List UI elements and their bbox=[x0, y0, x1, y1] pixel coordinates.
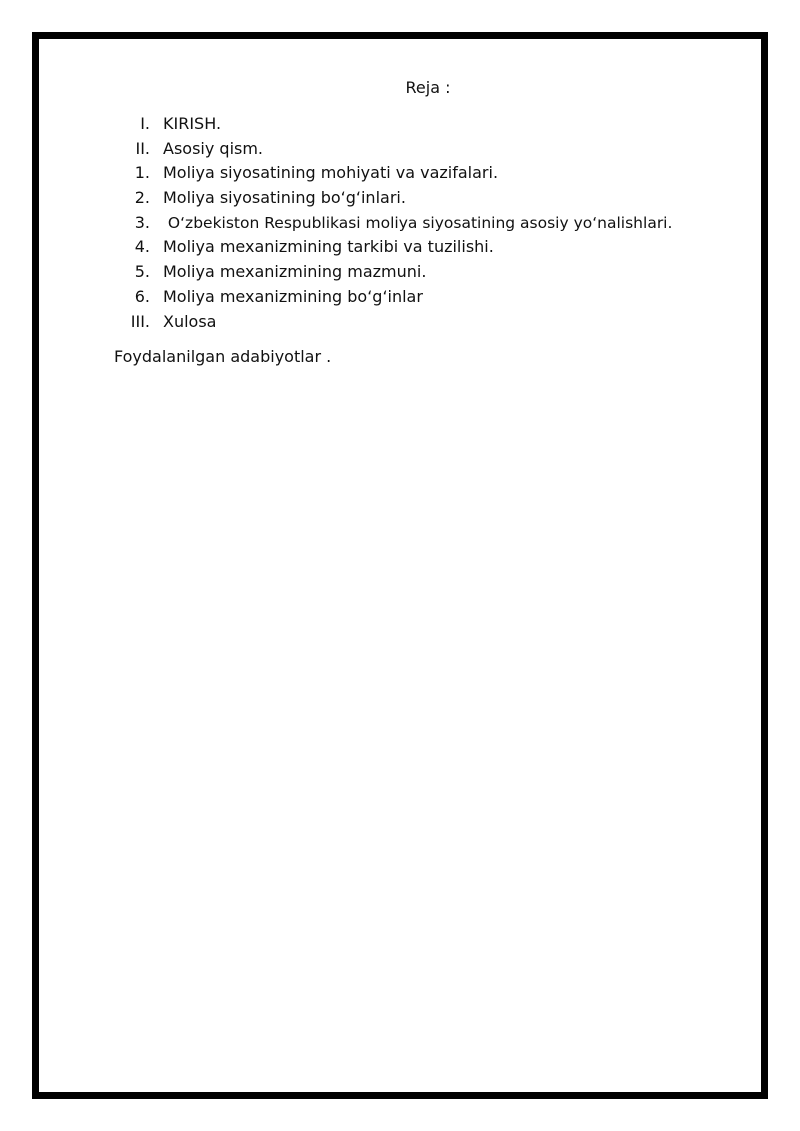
list-marker: II. bbox=[135, 139, 150, 158]
list-text: Moliya siyosatining mohiyati va vazifalari. bbox=[163, 163, 499, 182]
list-text: Xulosa bbox=[163, 312, 217, 331]
list-marker: I. bbox=[140, 114, 150, 133]
document-title: Reja : bbox=[405, 78, 451, 97]
list-text: KIRISH. bbox=[163, 114, 222, 133]
list-text: Moliya mexanizmining tarkibi va tuzilishi. bbox=[163, 237, 494, 256]
list-marker: 5. bbox=[134, 262, 150, 281]
list-text: Moliya mexanizmining mazmuni. bbox=[163, 262, 427, 281]
list-marker: 4. bbox=[134, 237, 150, 256]
list-marker: 3. bbox=[134, 213, 150, 232]
list-marker: 6. bbox=[134, 287, 150, 306]
references-heading: Foydalanilgan adabiyotlar . bbox=[114, 347, 332, 366]
list-marker: III. bbox=[130, 312, 150, 331]
list-text: Moliya siyosatining bo‘g‘inlari. bbox=[163, 188, 406, 207]
list-text: O‘zbekiston Respublikasi moliya siyosatining asosiy yo‘nalishlari. bbox=[163, 214, 673, 232]
list-marker: 2. bbox=[134, 188, 150, 207]
list-text: Asosiy qism. bbox=[163, 139, 264, 158]
list-marker: 1. bbox=[134, 163, 150, 182]
list-text: Moliya mexanizmining bo‘g‘inlar bbox=[163, 287, 423, 306]
